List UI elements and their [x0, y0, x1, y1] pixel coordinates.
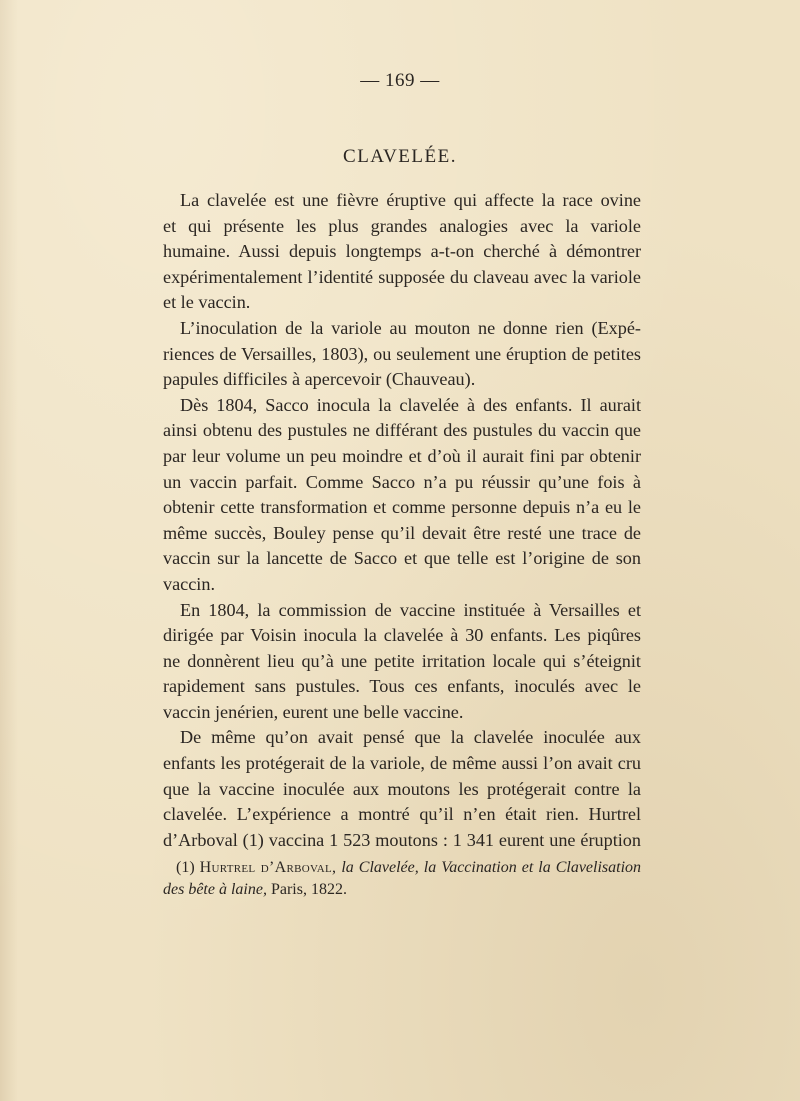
- text-line: riences de Versailles, 1803), ou seulement une éruption de petites: [163, 343, 641, 364]
- page-number: — 169 —: [360, 70, 440, 91]
- text-line: De même qu’on avait pensé que la clavelée inoculée aux: [180, 727, 641, 748]
- text-line: même succès, Bouley pense qu’il devait être resté une trace de: [163, 522, 641, 543]
- text-line: d’Arboval (1) vaccina 1 523 moutons : 1 341 eurent une éruption: [163, 829, 641, 850]
- text-line: et le vaccin.: [163, 292, 251, 313]
- footnote-line: [163, 879, 641, 901]
- footnote-imprint: Paris, 1822.: [270, 881, 347, 898]
- text-line: humaine. Aussi depuis longtemps a-t-on cherché à démontrer: [163, 241, 641, 262]
- text-line: Dès 1804, Sacco inocula la clavelée à des enfants. Il aurait: [180, 394, 641, 415]
- text-line: expérimentalement l’identité supposée du claveau avec la variole: [163, 266, 641, 287]
- text-line: ainsi obtenu des pustules ne différant des pustules du vaccin que: [163, 420, 641, 441]
- body-text: [163, 188, 641, 853]
- footnote: [163, 857, 641, 901]
- footnote-title-continued: des bête à laine,: [163, 881, 267, 898]
- text-line: vaccin sur la lancette de Sacco et que telle est l’origine de son: [163, 548, 641, 569]
- text-line: un vaccin parfait. Comme Sacco n’a pu réussir qu’une fois à: [163, 471, 641, 492]
- text-line: dirigée par Voisin inocula la clavelée à 30 enfants. Les piqûres: [163, 625, 641, 646]
- footnote-line: [163, 857, 641, 879]
- text-line: et qui présente les plus grandes analogies avec la variole: [163, 215, 641, 236]
- text-line: par leur volume un peu moindre et d’où il aurait fini par obtenir: [163, 445, 641, 466]
- text-line: L’inoculation de la variole au mouton ne donne rien (Expé-: [180, 317, 641, 338]
- text-line: enfants les protégerait de la variole, de même aussi l’on avait cru: [163, 753, 641, 774]
- text-line: vaccin.: [163, 573, 216, 594]
- text-line: que la vaccine inoculée aux moutons les protégerait contre la: [163, 778, 641, 799]
- footnote-marker: (1): [176, 859, 195, 876]
- text-line: vaccin jenérien, eurent une belle vaccine.: [163, 701, 464, 722]
- text-line: obtenir cette transformation et comme personne depuis n’a eu le: [163, 497, 641, 518]
- section-title: CLAVELÉE.: [343, 146, 457, 167]
- text-line: rapidement sans pustules. Tous ces enfants, inoculés avec le: [163, 676, 641, 697]
- footnote-title: la Clavelée, la Vaccination et la Clavelisation: [341, 859, 642, 876]
- text-line: papules difficiles à apercevoir (Chauveau).: [163, 369, 476, 390]
- text-line: ne donnèrent lieu qu’à une petite irritation locale qui s’éteignit: [163, 650, 641, 671]
- text-line: clavelée. L’expérience a montré qu’il n’en était rien. Hurtrel: [163, 804, 641, 825]
- text-line: La clavelée est une fièvre éruptive qui affecte la race ovine: [180, 190, 641, 210]
- text-line: En 1804, la commission de vaccine instituée à Versailles et: [180, 599, 641, 620]
- footnote-author: Hurtrel d’Arboval,: [199, 859, 337, 876]
